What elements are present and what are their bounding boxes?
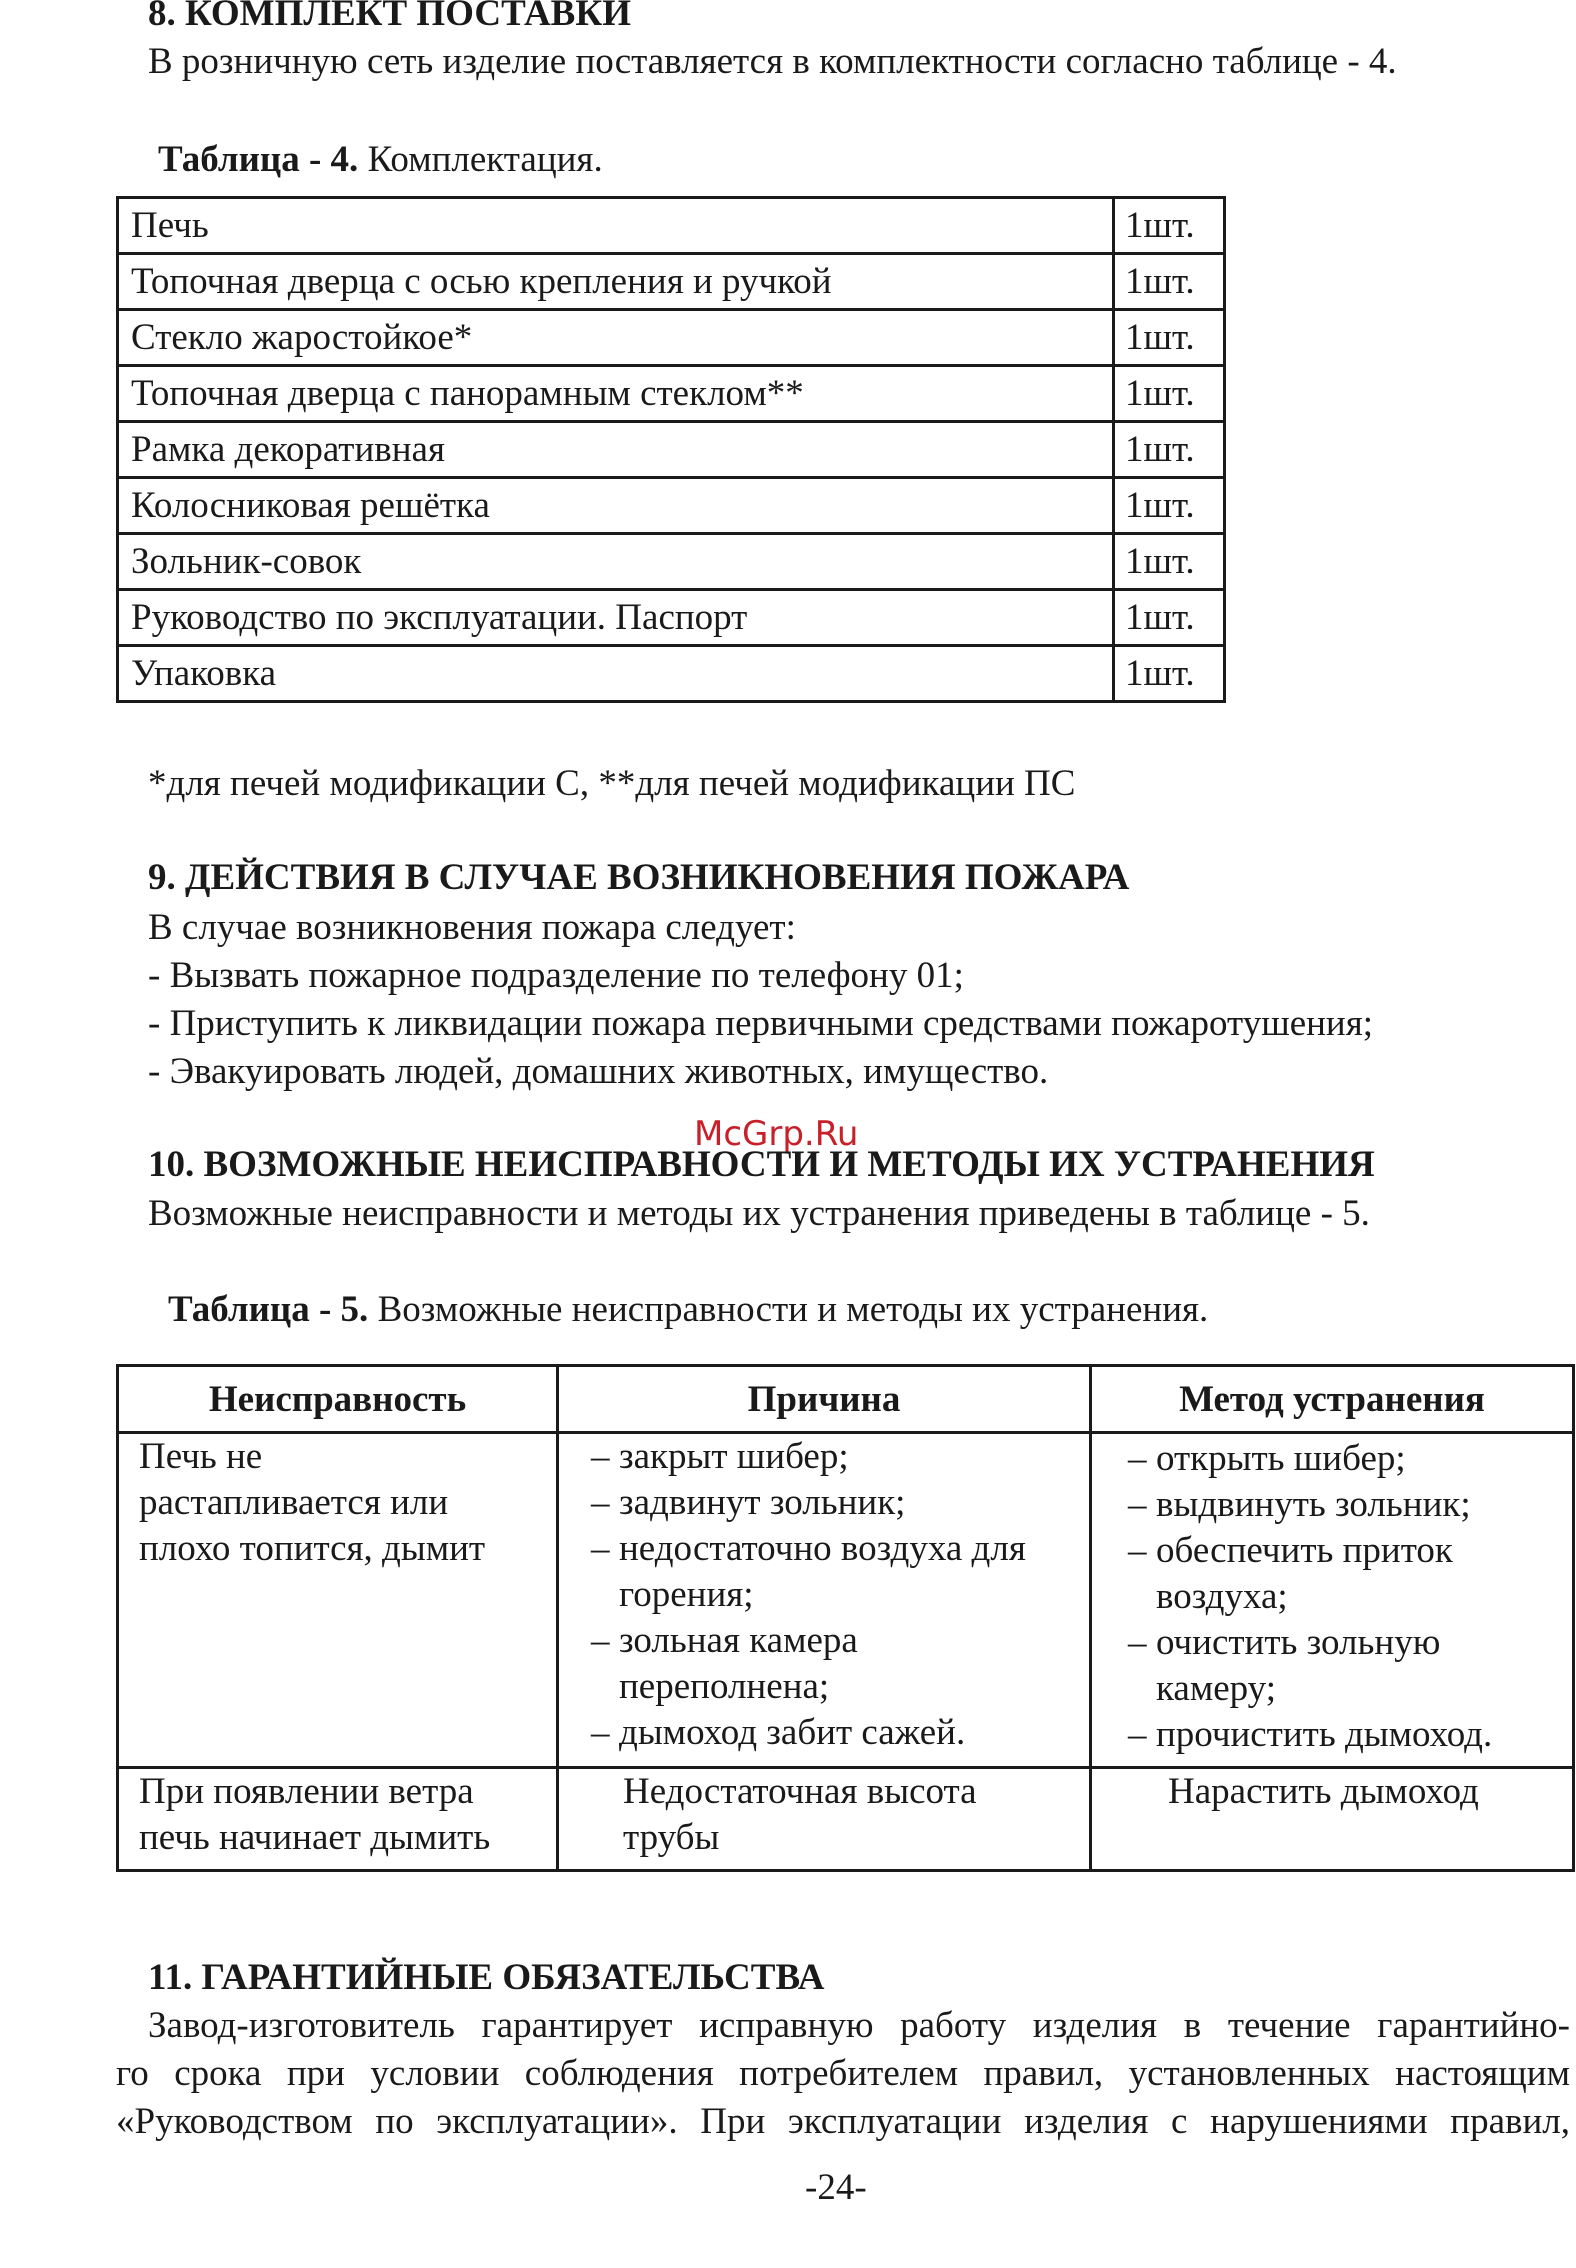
page-number: -24- [805,2167,867,2208]
dash-marker: – [591,1712,610,1753]
section-8-intro: В розничную сеть изделие поставляется в комплектности согласно таблице - 4. [148,41,1397,82]
fault-line: При появлении ветра [139,1771,474,1812]
fault-cell [118,1768,558,1871]
list-item [591,1480,1069,1526]
dash-marker: – [1128,1714,1147,1755]
section-9-line: - Вызвать пожарное подразделение по телефону 01; [148,955,964,996]
table-cell-qty: 1шт. [1114,198,1225,254]
causes-cell [558,1433,1091,1768]
section-8-heading: 8. КОМПЛЕКТ ПОСТАВКИ [148,0,631,34]
table-row [118,310,1225,366]
methods-list [1128,1436,1552,1758]
cause-text: зольная камера переполнена; [619,1620,858,1707]
table-row [118,422,1225,478]
method-line: Нарастить дымоход [1168,1771,1479,1812]
table-5-caption-text: Возможные неисправности и методы их устранения. [368,1289,1209,1330]
method-text: выдвинуть зольник; [1156,1484,1471,1525]
table-4-caption-label: Таблица - 4. [158,139,359,180]
fault-line: печь начинает дымить [139,1817,491,1858]
section-11-line: «Руководством по эксплуатации». При эксплуатации изделия с нарушениями правил, [116,2101,1570,2142]
section-11-line: го срока при условии соблюдения потребителем правил, установленных настоящим [116,2053,1570,2094]
cause-text: недостаточно воздуха для горения; [619,1528,1026,1615]
list-item [591,1434,1069,1480]
fault-cell [118,1433,558,1768]
table-cell-qty: 1шт. [1114,254,1225,310]
list-item [1128,1436,1552,1482]
section-10-intro: Возможные неисправности и методы их устранения приведены в таблице - 5. [148,1193,1370,1234]
table-row [118,590,1225,646]
column-header-method: Метод устранения [1091,1366,1574,1433]
cause-text: дымоход забит сажей. [619,1712,966,1753]
table-cell-item: Зольник-совок [118,534,1114,590]
table-header-row [118,1366,1574,1433]
dash-marker: – [591,1436,610,1477]
table-cell-item: Топочная дверца с панорамным стеклом** [118,366,1114,422]
watermark-text: McGrp.Ru [694,1114,859,1154]
table-cell-qty: 1шт. [1114,590,1225,646]
table-row [118,646,1225,702]
section-9-line: - Приступить к ликвидации пожара первичными средствами пожаротушения; [148,1003,1374,1044]
table-cell-item: Рамка декоративная [118,422,1114,478]
section-11-line: Завод-изготовитель гарантирует исправную работу изделия в течение гарантийно- [148,2005,1570,2046]
table-cell-qty: 1шт. [1114,478,1225,534]
table-cell-item: Печь [118,198,1114,254]
table-5-caption-label: Таблица - 5. [168,1289,369,1330]
dash-marker: – [1128,1622,1147,1663]
table-cell-item: Упаковка [118,646,1114,702]
table-row [118,478,1225,534]
list-item [1128,1482,1552,1528]
table-cell-item: Руководство по эксплуатации. Паспорт [118,590,1114,646]
methods-cell [1091,1433,1574,1768]
fault-line: Печь не [139,1436,263,1477]
list-item [591,1618,1069,1710]
table-row [118,254,1225,310]
fault-line: плохо топится, дымит [139,1528,486,1569]
cause-cell [558,1768,1091,1871]
cause-text: задвинут зольник; [619,1482,906,1523]
dash-marker: – [591,1528,610,1569]
dash-marker: – [1128,1484,1147,1525]
table-cell-qty: 1шт. [1114,422,1225,478]
table-5-caption [168,1288,1208,1332]
method-text: очистить зольную камеру; [1156,1622,1441,1709]
table-cell-item: Стекло жаростойкое* [118,310,1114,366]
dash-marker: – [591,1482,610,1523]
section-11-heading: 11. ГАРАНТИЙНЫЕ ОБЯЗАТЕЛЬСТВА [148,1957,825,1998]
causes-list [591,1434,1069,1756]
table-row [118,366,1225,422]
list-item [1128,1712,1552,1758]
column-header-fault: Неисправность [118,1366,558,1433]
table-cell-item: Колосниковая решётка [118,478,1114,534]
cause-text: закрыт шибер; [619,1436,849,1477]
cause-line: Недостаточная высота [623,1771,977,1812]
table-row [118,534,1225,590]
list-item [1128,1620,1552,1712]
method-text: обеспечить приток воздуха; [1156,1530,1453,1617]
dash-marker: – [1128,1530,1147,1571]
table-4 [116,196,1226,703]
table-cell-qty: 1шт. [1114,534,1225,590]
table-4-caption-text: Комплектация. [358,139,603,180]
list-item [1128,1528,1552,1620]
list-item [591,1710,1069,1756]
table-5 [116,1364,1575,1872]
section-10-heading: 10. ВОЗМОЖНЫЕ НЕИСПРАВНОСТИ И МЕТОДЫ ИХ УСТРАНЕНИЯ [148,1144,1375,1185]
table-4-caption [158,138,603,182]
fault-line: растапливается или [139,1482,449,1523]
table-row [118,1433,1574,1768]
section-9-line: - Эвакуировать людей, домашних животных, имущество. [148,1051,1049,1092]
table-cell-qty: 1шт. [1114,310,1225,366]
method-text: открыть шибер; [1156,1438,1406,1479]
table-cell-item: Топочная дверца с осью крепления и ручкой [118,254,1114,310]
method-cell [1091,1768,1574,1871]
section-9-line: В случае возникновения пожара следует: [148,907,796,948]
table-cell-qty: 1шт. [1114,366,1225,422]
list-item [591,1526,1069,1618]
dash-marker: – [591,1620,610,1661]
cause-line: трубы [623,1817,720,1858]
method-text: прочистить дымоход. [1156,1714,1493,1755]
table-cell-qty: 1шт. [1114,646,1225,702]
table-row [118,198,1225,254]
section-9-heading: 9. ДЕЙСТВИЯ В СЛУЧАЕ ВОЗНИКНОВЕНИЯ ПОЖАРА [148,857,1130,898]
dash-marker: – [1128,1438,1147,1479]
table-row [118,1768,1574,1871]
table-4-footnote: *для печей модификации С, **для печей модификации ПС [148,763,1076,804]
column-header-cause: Причина [558,1366,1091,1433]
